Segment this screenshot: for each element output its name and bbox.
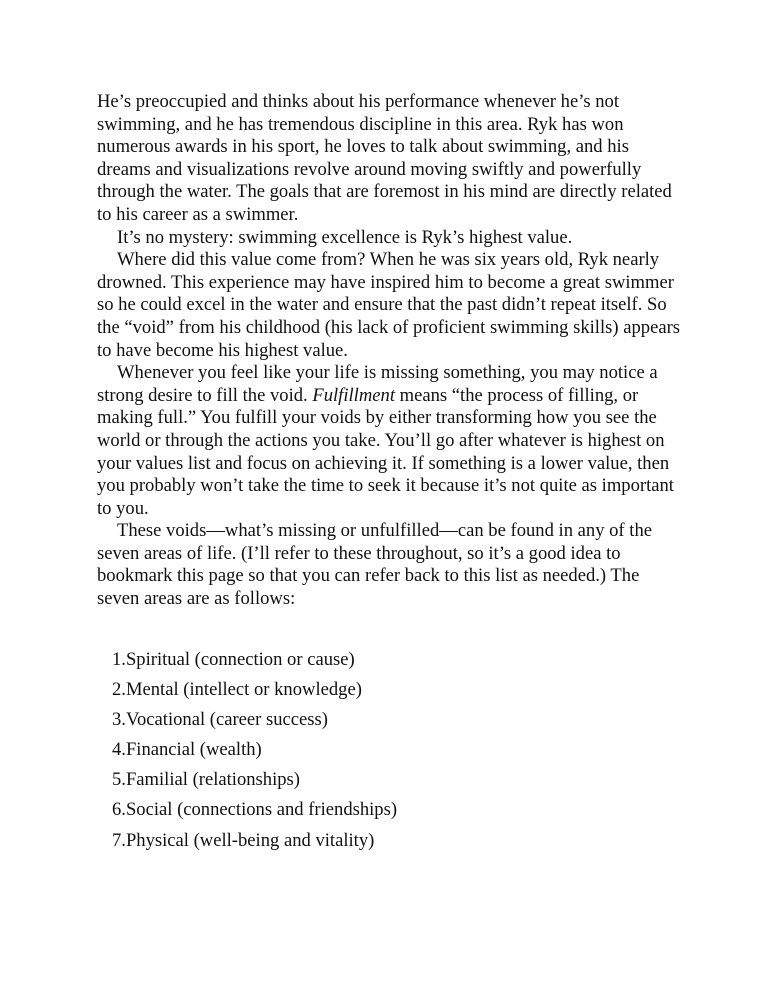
body-text xyxy=(97,91,682,611)
list-item: 7.Physical (well-being and vitality) xyxy=(112,829,375,851)
list-item: 5.Familial (relationships) xyxy=(112,769,300,791)
seven-areas-list xyxy=(112,645,397,856)
list-item: 6.Social (connections and friendships) xyxy=(112,799,398,821)
paragraph-value-origin: Where did this value come from? When he was six years old, Ryk nearly drowned. This experience may have inspired him to become a great swimmer so he could excel in the water and ensure that the past didn’t repeat itself. So the “void” from his childhood (his lack of proficient swimming skills) appears to have become his highest value. xyxy=(97,249,680,361)
fulfillment-text-before: Whenever you feel like your life is missing something, you may notice a strong desire to fill the void. xyxy=(97,362,658,406)
list-item: 3.Vocational (career success) xyxy=(112,709,328,731)
paragraph-fulfillment xyxy=(97,362,682,520)
paragraph-seven-areas-intro: These voids—what’s missing or unfulfilled—can be found in any of the seven areas of life. (I’ll refer to these throughout, so it’s a good idea to bookmark this page so that you can refer back to this list as needed.) The seven areas are as follows: xyxy=(97,520,652,610)
fulfillment-term: Fulfillment xyxy=(312,384,395,406)
list-item: 4.Financial (wealth) xyxy=(112,739,262,761)
list-item: 2.Mental (intellect or knowledge) xyxy=(112,679,362,701)
fulfillment-text-after: means “the process of filling, or making full.” You fulfill your voids by either transforming how you see the world or through the actions you take. You’ll go after whatever is highest on your values list and focus on achieving it. If something is a lower value, then you probably won’t take the time to seek it because it’s not quite as important to you. xyxy=(97,384,674,519)
paragraph-highest-value: It’s no mystery: swimming excellence is Ryk’s highest value. xyxy=(117,226,573,248)
list-item: 1.Spiritual (connection or cause) xyxy=(112,649,355,670)
paragraph-swimming-focus: He’s preoccupied and thinks about his performance whenever he’s not swimming, and he has tremendous discipline in this area. Ryk has won numerous awards in his sport, he loves to talk about swimming, and his dreams and visualizations revolve around moving swiftly and powerfully through the water. The goals that are foremost in his mind are directly related to his career as a swimmer. xyxy=(97,91,672,225)
